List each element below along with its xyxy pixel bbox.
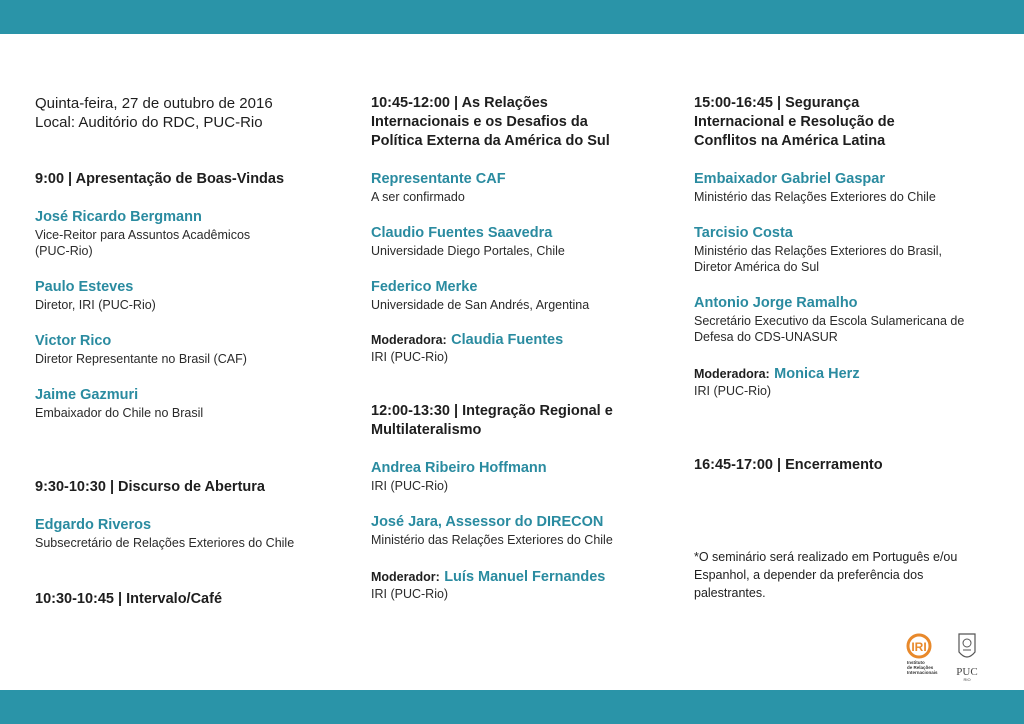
speaker-role: Secretário Executivo da Escola Sulamericana de [694,314,965,328]
speaker-name: Tarcisio Costa [694,225,793,241]
speaker-role: Universidade de San Andrés, Argentina [371,298,590,312]
institution-logos [905,628,985,684]
speaker-role: Vice-Reitor para Assuntos Acadêmicos [35,228,251,242]
speaker-role: Diretor Representante no Brasil (CAF) [35,352,247,366]
puc-shield-icon [959,634,975,657]
iri-text: de Relações [907,665,934,670]
speaker-role: Diretor, IRI (PUC-Rio) [35,298,156,312]
iri-text: Internacionais [907,670,938,675]
moderator-role: IRI (PUC-Rio) [694,384,772,398]
speaker-role: (PUC-Rio) [35,244,93,258]
language-note: palestrantes. [694,586,766,600]
speaker-role: Diretor América do Sul [694,260,820,274]
speaker-name: José Jara, Assessor do DIRECON [371,514,604,530]
iri-mark: IRI [911,640,927,654]
moderator-label: Moderadora: [694,367,770,381]
speaker-role: Embaixador do Chile no Brasil [35,406,204,420]
speaker-name: Edgardo Riveros [35,517,152,533]
moderator-name: Monica Herz [774,366,860,382]
speaker-name: Victor Rico [35,333,112,349]
speaker-name: Andrea Ribeiro Hoffmann [371,460,547,476]
bottom-band [0,690,1024,724]
moderator-line [371,567,671,587]
speaker-role: Ministério das Relações Exteriores do Brasil, [694,244,943,258]
moderator-role: IRI (PUC-Rio) [371,350,449,364]
moderator-name: Luís Manuel Fernandes [444,569,606,585]
puc-sub-text: RIO [963,677,971,682]
speaker-role: Defesa do CDS-UNASUR [694,330,838,344]
speaker-name: Embaixador Gabriel Gaspar [694,171,885,187]
speaker-name: Representante CAF [371,171,506,187]
speaker-name: Claudio Fuentes Saavedra [371,225,553,241]
language-note: Espanhol, a depender da preferência dos [694,568,924,582]
speaker-name: Antonio Jorge Ramalho [694,295,858,311]
top-band [0,0,1024,34]
puc-emblem-icon [963,639,971,647]
speaker-role: Ministério das Relações Exteriores do Chile [371,533,613,547]
puc-text: PUC [956,666,978,678]
speaker-role: Subsecretário de Relações Exteriores do Chile [35,536,295,550]
session-title: Política Externa da América do Sul [371,133,610,149]
session-title: 10:45-12:00 | As Relações [371,95,548,111]
session-title: 12:00-13:30 | Integração Regional e [371,403,613,419]
session-title: Internacional e Resolução de [694,114,895,130]
session-title: 9:30-10:30 | Discurso de Abertura [35,479,265,495]
speaker-role: Universidade Diego Portales, Chile [371,244,565,258]
speaker-name: Jaime Gazmuri [35,387,139,403]
moderator-role: IRI (PUC-Rio) [371,587,449,601]
session-title: 10:30-10:45 | Intervalo/Café [35,591,223,607]
speaker-role: IRI (PUC-Rio) [371,479,449,493]
session-title: 15:00-16:45 | Segurança [694,95,860,111]
moderator-name: Claudia Fuentes [451,332,564,348]
speaker-name: Federico Merke [371,279,478,295]
event-date: Quinta-feira, 27 de outubro de 2016 [35,95,273,112]
session-title: 16:45-17:00 | Encerramento [694,457,883,473]
logo-group [905,628,985,684]
speaker-name: José Ricardo Bergmann [35,209,202,225]
speaker-role: A ser confirmado [371,190,465,204]
session-title: Multilateralismo [371,422,482,438]
iri-logo [907,635,938,675]
session-title: 9:00 | Apresentação de Boas-Vindas [35,171,285,187]
speaker-name: Paulo Esteves [35,279,134,295]
session-title: Conflitos na América Latina [694,133,886,149]
moderator-label: Moderador: [371,570,440,584]
moderator-line [371,330,671,350]
puc-logo [956,634,977,682]
event-location: Local: Auditório do RDC, PUC-Rio [35,114,263,131]
language-note: *O seminário será realizado em Português e/ou [694,550,958,564]
moderator-label: Moderadora: [371,333,447,347]
speaker-role: Ministério das Relações Exteriores do Chile [694,190,936,204]
session-title: Internacionais e os Desafios da [371,114,588,130]
iri-text: Instituto [907,660,925,665]
moderator-line [694,364,994,384]
